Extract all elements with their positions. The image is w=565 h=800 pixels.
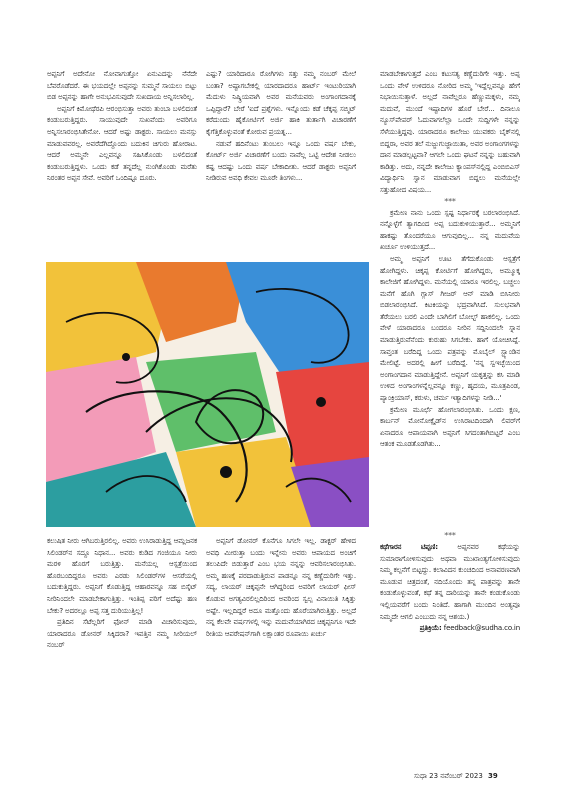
art-dot [316,397,326,407]
paragraph: ಅಪ್ಪನಿಗೆ ಅದೇನೋ ನೋವಾಗುತ್ತೋ ಏನುಎದನ್ನು ನೆನೆದೇ ಬೆವರೊಡೆದರೆ. ಈ ಭಯದಲ್ಲೇ ಅಪ್ಪನನ್ನು ಸುಮ್ಮನೆ ಸಾಯಲು ಬಿಟ್ಟು ಬಿಡ ಅಪ್ಪನನ್ನು ಹಾಗೇ ಅನುಭವಿಸುವುದೇ ಸುಖದಾಯ ಅನ್ನಿಸಲಾರಿಲ್ಲ. [47,69,197,102]
article-column-3 [380,68,520,528]
paragraph: ನಡುವೆ ಹದಿನೆಂಟು ತುಂಬಲು ಇನ್ನೂ ಒಂದು ವರ್ಷ ಬೇಕು, ಕೋರ್ಟ್ ಅರ್ಜಿ ವಿಚಾರಣೆಗೆ ಬಂದು ನಾವೆಲ್ಲ ಒಟ್ಟಿ ಆದೇಶ ನೀಡಲು ಕಷ್ಟ ಆದಷ್ಟು ಒಂದು ವರ್ಷ ಬೇಕಾದೀತು. ಆದರೆ ಡಾಕ್ಟರು ಅಪ್ಪನಿಗೆ ನೀಡಿರುವ ಅವಧಿ ಕೇವಲ ಮೂರೇ ತಿಂಗಳು... [206,138,356,183]
artwork-canvas [46,262,369,527]
paragraph: ಕಲುಷಿತ ನೀರು ಆಗಿಬರುತ್ತಿರಲಿಲ್ಲ. ಅವರು ಉಸಿರಾಡುತ್ತಿದ್ದ ಆಮ್ಲಜನಕ ಸಿಲಿಂಡರ್‌ನ ಸದ್ದೂ ನಿಧಾನ... ಅವರು ಕುಡಿದ ಗಂಜಿಯೂ ನೀರು ಮರಳಿ ಹೊರಗೆ ಬರುತ್ತಿತ್ತು. ಮನೆಯಲ್ಲ ಆಸ್ಪತ್ರೆಯಿಂದ ಹೊರಬಂದಿದ್ದರೂ ಅವರು ಎರಡು ಸಿಲಿಂಡರ್‌ಗಳ ಆಸರೆಯಲ್ಲಿ ಬದುಕುತ್ತಿದ್ದರು. ಅಪ್ಪನಿಗೆ ಕೊಡುತ್ತಿದ್ದ ಆಹಾರವನ್ನೂ ಸಹ ಬಿಸ್ಕೆಟ್ ನೀರಿನಿಂದಲೇ ಮಾಡಬೇಕಾಗುತ್ತಿತ್ತು. ಇಂತಿಪ್ಪ ಪರಿಗೆ ಅದೆಷ್ಟು ಹಣ ಬೇಕು? ಅದರಲ್ಲೂ ಅಪ್ಪ ಸತ್ತ ದುರಿಯುತ್ತಿಲ್ಲ! [47,536,197,615]
article-column-1-top [47,68,197,260]
paragraph: ಪ್ರತಿದಿನ ಸೆಟೆಲ್ಲರಿಗೆ ಫೋನ್ ಮಾಡಿ ವಿಚಾರಿಸುವುದು, ಯಾರಾದರೂ ಡೋನರ್ ಸಿಕ್ಕಿದರಾ? ಇವತ್ತಿನ ನಮ್ಮ ಸೀರಿಯಲ್ ನಂಬರ್ [47,617,197,650]
paragraph: ಎಷ್ಟು? ಯಾರಿದಾರೂ ರೋಗಿಗಳು ಸತ್ತು ನಮ್ಮ ನಂಬರ್ ಮೇಲೆ ಬಂತಾ? ಅಷ್ಟಾಗಬೇಕಲ್ಲಿ ಯಾರದಾದರೂ ಹಾರ್ಟ್ ಇಂಟುರಿಯಾಗಿ ಮೆದುಳು ನಿಷ್ಕ್ರಿಯವಾಗಿ ಅವರ ಮನೆಯವರು ಅಂಗಾಂಗದಾನಕ್ಕೆ ಒಪ್ಪಿದ್ದಾರೆ? ಬೇರೆ 'ಐದೆ ಪ್ರಶ್ನೆಗಳು. ಇನ್ನೊಂದು ಕಡೆ ಚೆಕ್ಕಪ್ಪ ಸಬ್ಮಿಟ್ ಕರೆದುಂದು ಹೈಕೋರ್ಟಿಗೆ ಅರ್ಜಿ ಹಾಕಿ ತುರ್ತಾಗಿ ವಿಚಾರಣೆಗೆ ಕೈಗೆತ್ತಿಕೊಳ್ಳುವಂತೆ ಕೋರುವ ಪ್ರಯತ್ನ... [206,69,356,136]
author-note-label: ಕಥೆಗಾರನ ಟಿಪ್ಪಣಿ: [380,542,438,551]
paragraph: ಕ್ರಮೇಣ ಮೂರ್ಛೆ ಹೋಗಲಾರಂಭಿಸಿತು. ಒಂದು ಕ್ಷಣ, ಕಾರ್ಬನ್ ಮೋನೋಕ್ಸೈಡ್‌ನ ಉಸಿರಾಟದಿಂದಾಗಿ ಲಿವರ್‌ಗೆ ಏನಾದರೂ ಆಪಾಯವಾಗಿ ಅಪ್ಪನಿಗೆ ಸಿಗದಂತಾಗಿಬಿಟ್ಟರೆ ಎಂಬ ಆತಂಕ ಮೂಡತೊಡಗಿತು... [380,404,520,449]
author-note-text: ಅಪ್ಪನವರ ಕಥೆಯನ್ನು ಸುಮಾರಾಗೋಳಿಸುವುದು ಅಥವಾ ಮುಖಾಂತ್ಯಗೋಳಿಸುವುದು ನಿಮ್ಮ ಕಲ್ಪನೆಗೆ ಬಿಟ್ಟದ್ದು. ಕಲಾವಿದನ ಕುಂಚದಿಂದ ಅನಾವರಣವಾಗಿ ಮೂಡುವ ಚಿತ್ರದಂತೆ, ನದಿಯೊಂದು ತನ್ನ ಪಾತ್ರವನ್ನು ತಾನೇ ಕಂಡುಕೊಳ್ಳುವಂತೆ, ಕಥೆ ತನ್ನ ದಾರಿಯನ್ನು ತಾನೇ ಕಂಡುಕೊಂಡು ಇಲ್ಲಿಯವರೆಗೆ ಬಂದು ನಿಂತಿದೆ. ಹಾಗಾಗಿ ಮುಂದಿನ ಅಂತ್ಯವೂ ನಿಮ್ಮದೇ ಆಗಲಿ ಎಂಬುದು ನನ್ನ ಆಶಯ.) [380,542,520,621]
abstract-artwork [46,262,369,527]
feedback-line [380,622,520,634]
paragraph: ಅಮ್ಮ ಅಪ್ಪನಿಗೆ ಊಟ ತೆಗೆದುಕೊಂಡು ಆಸ್ಪತ್ರೆಗೆ ಹೋಗಿದ್ದಳು. ಚಿಕ್ಕಪ್ಪ ಕೋರ್ಟಿಗೆ ಹೋಗಿದ್ದರು, ಅಮ್ಮೂಕ್ಕ ಕಾಲೇಜಿಗೆ ಹೋಗಿದ್ದಳು. ಮನೆಯಲ್ಲಿ ಯಾರೂ ಇರಲಿಲ್ಲ. ಬಚ್ಚಲು ಮನೆಗೆ ಹೊಗಿ ಗ್ಲಾಸ್ ಗೀಜರ್ ಆನ್ ಮಾಡಿ ಬಿಸಿನೀರು ಬಿಡಲಾರಂಭಿಸಿದೆ. ಕಿಟಕಿಯನ್ನು ಭದ್ರವಾಗಿಸಿದೆ. ಸುಲಭವಾಗಿ ತೆರೆಯಲು ಬರಲಿ ಎಂದೇ ಬಾಗಿಲಿಗೆ ಬೋಲ್ಟ್ ಹಾಕಲಿಲ್ಲ. ಒಂದು ವೇಳೆ ಯಾರಾದರೂ ಬಂದರೂ ನೀರಿನ ಸದ್ದಿನಿಂದಲೇ ಸ್ನಾನ ಮಾಡುತ್ತಿರುವೆನೆಂದು ಕುರುಹು ಸಿಗಬೇಕು. ಹಾಗೆ ಯೋಚಿಸಿದ್ದೆ. ಸಾವ್ತಂತ ಬರೆದಿದ್ದ ಒಂದು ಪತ್ರವನ್ನು ಮೊಬೈಲ್ ಸ್ಟ್ಯಾಂಡಿನ ಮೇಲಿಟ್ಟೆ. ಅದರಲ್ಲಿ ಹೀಗೆ ಬರೆದಿದ್ದೆ. 'ನನ್ನ ಸ್ವಇಚ್ಛೆಯಿಂದ ಅಂಗಾಂಗದಾನ ಮಾಡುತ್ತಿದ್ದೇನೆ. ಅಪ್ಪನಿಗೆ ಯಕೃತ್ತನ್ನು ಕಸಿ ಮಾಡಿ ಉಳಿದ ಅಂಗಾಂಗಳನ್ನೆಲ್ಲವನ್ನೂ ಕಣ್ಣು, ಹೃದಯ, ಮೂತ್ರಪಿಂಡ, ಪ್ಯಾಂಕ್ರಿಯಾಸ್, ಕರುಳು, ಚರ್ಮ ಇತ್ಯಾದಿಗಳನ್ನು ನೀಡಿ...' [380,253,520,403]
article-column-1-bottom [47,535,197,763]
magazine-issue: ಸುಧಾ 23 ನವೆಂಬರ್ 2023 [414,772,483,780]
article-column-3-bottom [380,530,520,764]
art-dot [122,353,130,361]
section-separator: *** [444,531,456,540]
article-column-2-top [206,68,356,260]
paragraph: ಅಪ್ಪನಿಗೆ ಕಿಮೋಥೆರಪಿ ಆರಂಭಿಸುತ್ತಾ ಅವರು ತುಂಬಾ ಬಳಲಿದಂತೆ ಕಂಡುಬರುತ್ತಿದ್ದರು. ಸಾಯುವುದೇ ಸುಖವೆಂದು ಅವರಿಗೂ ಅನ್ನಿಸಲಾರಂಭಿಸಿತೇನೋ. ಆದರೆ ಅಷ್ಟು ಡಾಕ್ಟರು. ಸಾಯಲು ಮನಸ್ಸು ಮಾಡುವವರಲ್ಲ. ಅವರೆದೆಗಿದ್ದೊಂದು ಬದುಕಿನ ಚಿಗುರು ಹೋರಾಟ. ಆದರೆ ಅಮ್ಮನೇ ಎಲ್ಲವನ್ನೂ ಸಹಿಸಿಕೊಂಡು ಬಳಲಿದಂತೆ ಕಂಡುಬರುತ್ತಿದ್ದಳು. ಒಂದು ಕಡೆ ತನ್ನದೆಲ್ಲ ನುಂಗಿಕೊಂಡು ಮರೆತು ನಿರಂತರ ಅಪ್ಪನ ಸೇವೆ. ಅವರಿಗೆ ಒಂದಿಷ್ಟೂ ದೂರು. [47,103,197,183]
paragraph: ಕ್ರಮೇಣ ನಾನು ಒಂದು ಸ್ಪಷ್ಟ ನಿರ್ಧಾರಕ್ಕೆ ಬರಲಾರಂಭಿಸಿದೆ. ನನ್ನೊಳ್ಳೆಗೆ ತ್ಯಾಗದಿಂದ ಅಪ್ಪ ಬದುಕುಳಿಯುತ್ತಾರೆ... ಅಮ್ಮನಿಗೆ ಹಾಕಷ್ಟು ತೊಂದರೆಯೂ ಆಗುವುದಿಲ್ಲ... ನನ್ನ ಮದುವೆಯ ಖರ್ಚೂ ಉಳಿಯುತ್ತದೆ... [380,207,520,252]
paragraph: ಅಪ್ಪನಿಗೆ ಡೋನರ್ ಕೊನೆಗೂ ಸಿಗಲೇ ಇಲ್ಲ. ಡಾಕ್ಟರ್ ಹೇಳಿದ ಅವಧಿ ಮೀರುತ್ತಾ ಬಂದು ಇನ್ನೇನು ಅವರು ಆಪಾಯದ ಅಂಚಿಗೆ ತಲುಪಿದೇ ಬಿಡುತ್ತಾರೆ ಎಂಬ ಭಯ ನನ್ನನ್ನು ಆವರಿಸಲಾರಂಭಿಸಿತು. ಅಮ್ಮ ಹಣಕ್ಕೆ ಪರದಾಡುತ್ತಿರುವ ಪಾಡನ್ನೂ ನನ್ನ ಕಣ್ಣೆದುರಿಗೇ ಇತ್ತು. ಸದ್ಯ, ಲಾಯರ್ ಚಿಕ್ಕಪ್ಪನೇ ಆಗಿದ್ದರಿಂದ ಅವರಿಗೆ ಲಾಯರ್ ಫೀಸ್ ಕೊಡುವ ಅಗತ್ಯವಿರಲಿಲ್ಲದಿರಿಂದ ಅವರಿಂದ ಸ್ವಲ್ಪ ವಿನಾಯಿತಿ ಸಿಕ್ಕಿತ್ತು ಅಷ್ಟೇ. ಇಲ್ಲದಿದ್ದರೆ ಅದೂ ಮತ್ತೊಂದು ಹೊರೆಯಾಗಿರುತ್ತಿತ್ತು. ಅಲ್ಲದೆ ನನ್ನ ಕೆಲವೇ ವರ್ಷಗಳಲ್ಲಿ ಇನ್ನು ಮದುವೆಯಾಗಿರದ ಚಿಕ್ಕಪ್ಪನಿಗೂ ಇದೇ ರೀತಿಯ ಆಪರೇಷನ್‌ಗಾಗಿ ಲಕ್ಷಾಂತರ ರೂಪಾಯಿ ಖರ್ಚು [206,536,356,638]
page-footer [414,772,498,781]
paragraph: ಮಾಡಬೇಕಾಗುತ್ತದೆ ಎಂಬ ಕಟುಸತ್ಯ ಕಣ್ಣೆದುರಿಗೇ ಇತ್ತು. ಅಪ್ಪ ಒಂದು ವೇಳೆ ಉಳಿದರೂ ನೋರಿದ ಅಮ್ಮ 'ಇದ್ದೆಲ್ಲವನ್ನೂ ಹೇಗೆ ನಿಭಾಯಿಸುತ್ತಾಳೆ. ಅಲ್ಲದೆ ನಾವೆಲ್ಲರೂ ಹೆಣ್ಣುಮಕ್ಕಳು, ನಮ್ಮ ಮದುವೆ, ಮುಂದೆ ಇಷ್ಟಾದಿಗಳ ಹೊರೆ ಬೇರೆ... ದಿನಾಲೂ ನ್ಯೂಸ್‌ಪೇಪರ್ ಓದುವಾಗಲೆಲ್ಲಾ ಒಂದೇ ಸುದ್ದಿಗಳೇ ನನ್ನನ್ನು ಸೆಳೆಯುತ್ತಿದ್ದವು. ಯಾರಾದರೂ ಕಾಲೇಜು ಯುವಕರು ಬೈಕ್‌ನಲ್ಲಿ ಬಿದ್ದರಾ, ಅವರ ತಲೆ ನುಜ್ಜುಗುಜ್ಜಾಯಿತಾ, ಅವರ ಅಂಗಾಂಗಗಳನ್ನು ದಾನ ಮಾಡಲ್ಪಟ್ಟವಾ? ಆಗಲೇ ಒಂದು ಘಟನೆ ನನ್ನನ್ನು ಬಹುವಾಗಿ ಕಾಡಿತ್ತು. ಅದು, ನನ್ನದೇ ಕಾಲೇಜು ಕ್ಯಾಂಪಸ್‌ನಲ್ಲಿದ್ದ ಎಂಬಿಬಿಎಸ್ ವಿದ್ಯಾರ್ಥಿನಿ ಸ್ವಾನ ಮಾಡುವಾಗ ಬಿದ್ದಲು ಮನೆಯಲ್ಲೇ ಸತ್ತುಹೋದ ವಿಷಯ... [380,69,520,194]
article-column-2-bottom [206,535,356,763]
section-separator: *** [444,196,456,206]
author-note [380,541,520,622]
feedback-label: ಪ್ರತಿಕ್ರಿಯೆ: [419,624,442,633]
feedback-email[interactable]: feedback@sudha.co.in [443,624,520,633]
page-number: 39 [488,772,498,780]
art-dot [220,466,232,478]
